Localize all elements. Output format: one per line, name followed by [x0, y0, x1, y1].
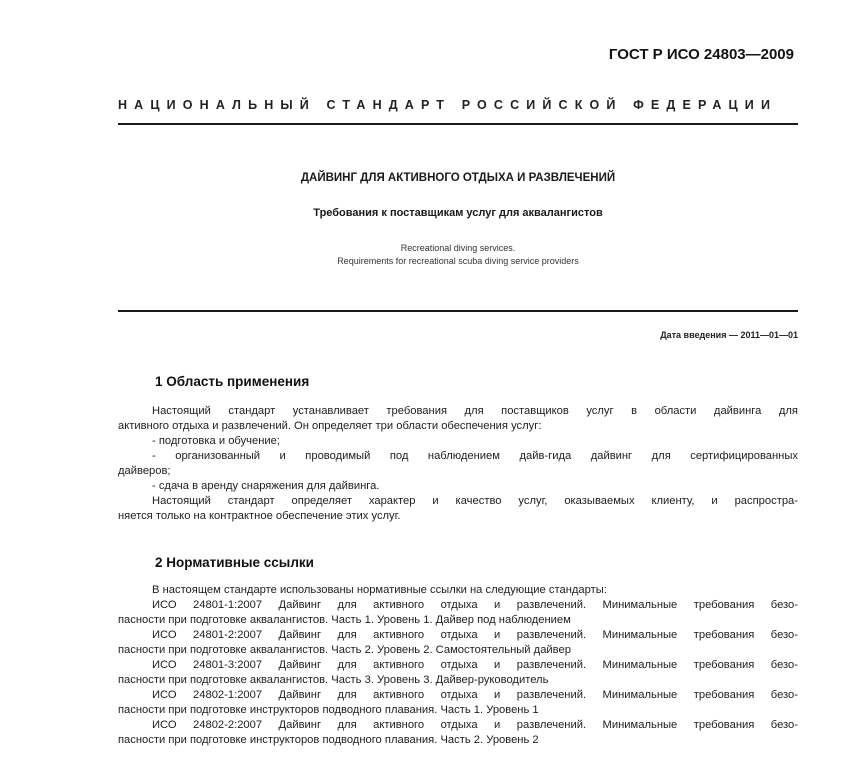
paragraph-line: В настоящем стандарте использованы нормативные ссылки на следующие стандарты: [152, 584, 607, 596]
standard-code: ГОСТ Р ИСО 24803—2009 [608, 46, 794, 63]
paragraph-line: Настоящий стандарт определяет характер и качество услуг, оказываемых клиенту, и распростра- [152, 495, 798, 507]
document-subtitle: Требования к поставщикам услуг для аквалангистов [313, 207, 603, 219]
reference-line: ИСО 24801-1:2007 Дайвинг для активного отдыха и развлечений. Минимальные требования безо- [152, 599, 798, 611]
reference-line: пасности при подготовке инструкторов подводного плавания. Часть 2. Уровень 2 [118, 734, 539, 746]
reference-line: пасности при подготовке инструкторов подводного плавания. Часть 1. Уровень 1 [118, 704, 539, 716]
reference-line: ИСО 24801-2:2007 Дайвинг для активного отдыха и развлечений. Минимальные требования безо- [152, 629, 798, 641]
introduction-date: Дата введения — 2011—01—01 [660, 330, 798, 340]
list-item: - организованный и проводимый под наблюдением дайв-гида дайвинг для сертифицированных [152, 450, 798, 462]
reference-line: ИСО 24802-1:2007 Дайвинг для активного отдыха и развлечений. Минимальные требования безо- [152, 689, 798, 701]
top-divider [118, 123, 798, 125]
paragraph-line: няется только на контрактное обеспечение этих услуг. [118, 510, 401, 522]
reference-line: пасности при подготовке аквалангистов. Часть 3. Уровень 3. Дайвер-руководитель [118, 674, 549, 686]
paragraph-line: Настоящий стандарт устанавливает требования для поставщиков услуг в области дайвинга для [152, 405, 798, 417]
english-title-line-2: Requirements for recreational scuba diving service providers [337, 256, 579, 266]
reference-line: пасности при подготовке аквалангистов. Часть 1. Уровень 1. Дайвер под наблюдением [118, 614, 571, 626]
section-2-heading: 2 Нормативные ссылки [155, 555, 314, 570]
section-2-body [118, 583, 798, 748]
section-1-heading: 1 Область применения [155, 374, 310, 389]
reference-line: ИСО 24801-3:2007 Дайвинг для активного отдыха и развлечений. Минимальные требования безо- [152, 659, 798, 671]
paragraph-line: дайверов; [118, 465, 171, 477]
section-1-body [118, 404, 798, 524]
english-title-line-1: Recreational diving services. [400, 243, 516, 253]
national-standard-banner: НАЦИОНАЛЬНЫЙ СТАНДАРТ РОССИЙСКОЙ ФЕДЕРАЦИИ [118, 98, 778, 112]
list-item: - сдача в аренду снаряжения для дайвинга. [152, 480, 380, 492]
paragraph-line: активного отдыха и развлечений. Он определяет три области обеспечения услуг: [118, 420, 542, 432]
document-title: ДАЙВИНГ ДЛЯ АКТИВНОГО ОТДЫХА И РАЗВЛЕЧЕНИЙ [300, 172, 616, 184]
title-divider [118, 310, 798, 312]
list-item: - подготовка и обучение; [152, 435, 280, 447]
english-title [0, 242, 866, 268]
reference-line: ИСО 24802-2:2007 Дайвинг для активного отдыха и развлечений. Минимальные требования безо- [152, 719, 798, 731]
reference-line: пасности при подготовке аквалангистов. Часть 2. Уровень 2. Самостоятельный дайвер [118, 644, 571, 656]
